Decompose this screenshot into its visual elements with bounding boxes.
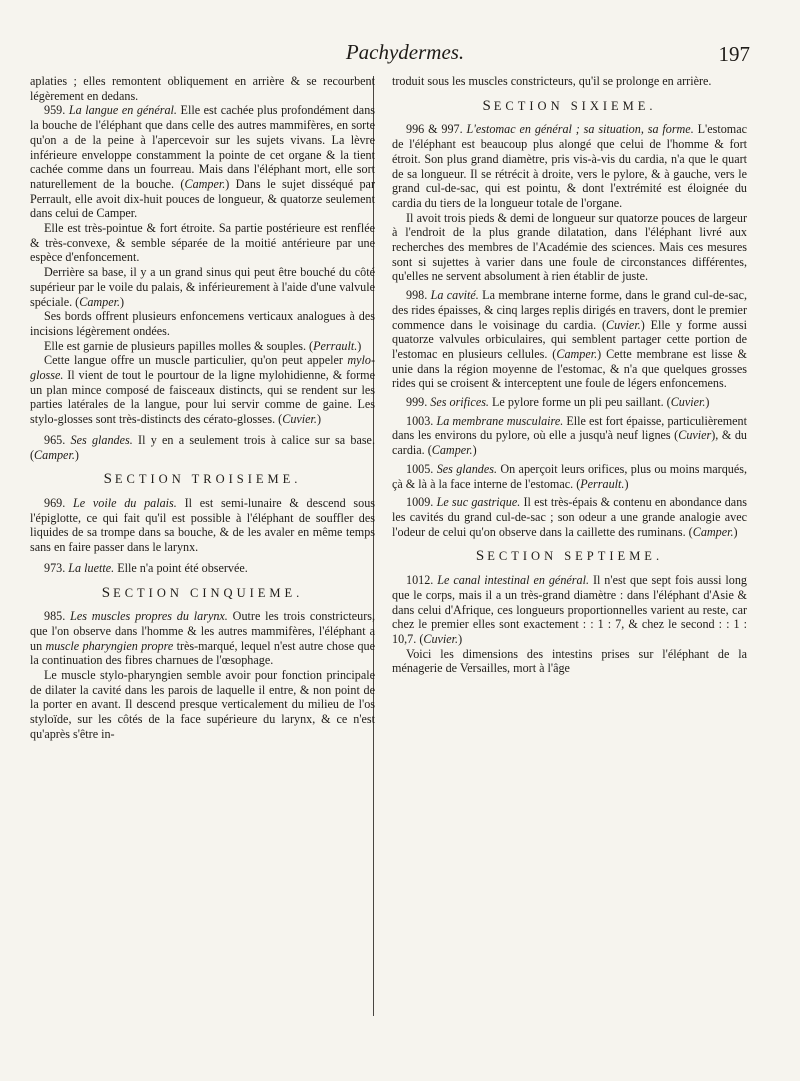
paragraph-1005 [392,462,747,491]
paragraph-heading: Le voile du palais. [73,495,177,510]
paragraph-text: Il est semi-lunaire & descend sous l'épiglotte, ce qui fait qu'il est possible à l'éléphant de souffler des liquides de sa trompe dans sa bouche, & de les avaler en même temps sans en faire passer dans le larynx. [30,495,375,555]
paragraph-heading: La langue en général. [68,103,177,118]
section-heading: SECTION CINQUIEME. [101,584,304,601]
paragraph-965 [30,433,375,462]
citation: Cuvier. [282,412,317,427]
citation: Perrault. [580,476,625,491]
paragraph-text: ) [458,631,463,646]
citation: Camper. [692,524,734,539]
paragraph-heading: La luette. [68,560,115,575]
paragraph-text: ) [624,476,629,491]
paragraph-text: ) Elle y forme aussi quatorze valvules orbiculaires, qui semblent partager cette portion de l'estomac en plusieurs cellules. ( [392,317,747,361]
paragraph-text: ) [120,294,125,309]
paragraph-number: 965. [44,432,66,447]
citation: Perrault. [313,338,358,353]
paragraph-heading: Le suc gastrique. [436,495,521,510]
paragraph-text: ) [316,412,322,427]
paragraph-text: Il est très-épais & contenu en abondance dans les cavités du grand cul-de-sac ; son odeur a une grande analogie avec l'odeur de celui qu'on observe dans la caillette des ruminans. ( [392,495,747,539]
paragraph-1009 [392,495,747,539]
paragraph-text: ) [705,395,710,410]
paragraph-text: très-marqué, lequel n'est autre chose que la continuation des fibres charnues de l'œsophage. [30,638,375,668]
paragraph-number: 999. [406,395,428,410]
paragraph-number: 996 & 997. [406,122,463,137]
paragraph-text: ) [74,447,79,462]
paragraph-heading: La membrane musculaire. [436,413,564,428]
paragraph-985 [30,609,375,668]
paragraph-number: 1003. [406,413,434,428]
paragraph-998 [392,288,747,391]
paragraph-1012 [392,573,747,647]
page-header [60,38,750,68]
paragraph-text: On aperçoit leurs orifices, plus ou moins marqués, çà & là à la face interne de l'estomac. ( [392,461,747,491]
paragraph-text: Derrière sa base, il y a un grand sinus qui peut être bouché du côté supérieur par le voile du palais, & inférieurement à l'aide d'une valvule spéciale. ( [30,265,375,309]
paragraph-text: Il n'est que sept fois aussi long que le corps, mais il a un très-grand diamètre : dans l'éléphant d'Asie & dans celui d'Afrique, ces longueurs proportionnelles varient au reste, car chez le premier elles sont exactement : : 1 : 7, & chez le second : : 1 : 10,7. ( [392,573,747,646]
left-column [30,74,375,742]
citation: Cuvier. [423,631,459,646]
paragraph: aplaties ; elles remontent obliquement en arrière & se recourbent légèrement en dedans. [30,74,375,103]
paragraph-number: 1009. [406,495,434,510]
paragraph-text: La membrane interne forme, dans le grand cul-de-sac, des rides épaisses, & cinq larges replis dirigés en travers, dont le premier commence dans le voisinage du cardia. ( [392,288,747,332]
section-heading: SECTION SEPTIEME. [475,548,664,565]
paragraph: Ses bords offrent plusieurs enfoncemens verticaux analogues à des incisions légèrement ondées. [30,309,375,338]
citation: Camper. [34,447,75,462]
paragraph-number: 1012. [406,573,434,588]
paragraph-text: Cette langue offre un muscle particulier, qu'on peut appeler [44,353,348,368]
paragraph-text: ) Dans le sujet disséqué par Perrault, elle avoit dix-huit pouces de longueur, & quatorze seulement dans celui de Camper. [30,176,375,221]
running-title: Pachydermes. [345,40,465,64]
paragraph-heading: Les muscles propres du larynx. [70,609,228,624]
paragraph-heading: Ses glandes. [436,461,498,476]
paragraph-text: Elle est fort épaisse, particulièrement dans les environs du pylore, où elle a jusqu'à neuf lignes ( [392,413,747,443]
paragraph [30,339,375,354]
paragraph [30,265,375,309]
citation: Camper. [431,443,473,458]
paragraph-text: ), & du cardia. ( [392,428,748,458]
citation: Camper. [79,294,121,309]
paragraph-text: L'estomac de l'éléphant est beaucoup plus alongé que celui de l'homme & fort étroit. Son plus grand diamètre, pris vis-à-vis du cardia, n'a que le quart de sa longueur. Il se rétrécit à droite, vers le pylore, & à gauche, vers le grand cul-de-sac, qui est pointu, & dont l'extrémité est éloignée du cardia du tiers de la longueur totale de l'organe. [392,122,747,210]
citation: Cuvier. [670,395,706,410]
paragraph-number: 973. [44,560,66,575]
paragraph-number: 959. [44,103,66,118]
paragraph-text: ) [472,443,477,458]
paragraph-heading: La cavité. [430,288,479,303]
paragraph: troduit sous les muscles constricteurs, qu'il se prolonge en arrière. [392,74,712,88]
paragraph-number: 998. [406,288,428,303]
citation: Cuvier. [606,317,641,332]
paragraph-969 [30,496,375,555]
paragraph-text: ) Cette membrane est lisse & unie dans la région moyenne de l'estomac, & n'a que quelques grosses rides qui se croisent & interceptent une foule de légers enfoncemens. [392,346,747,391]
paragraph-heading: L'estomac en général ; sa situation, sa forme. [466,122,694,137]
paragraph-text: Elle est cachée plus profondément dans la bouche de l'éléphant que dans celle des autres mammifères, en sorte qu'on a de la peine à l'apercevoir sur les sujets vivans. La lèvre inférieure enveloppe constamment la pointe de cet organe & la tient cachée comme dans un fourreau. Mais dans l'éléphant mort, elle sort naturellement de la bouche. ( [30,103,375,191]
term: muscle pharyngien propre [45,638,174,653]
paragraph: Il avoit trois pieds & demi de longueur sur quatorze pouces de largeur à l'endroit de la plus grande dilatation, dans l'éléphant livré aux recherches des membres de l'Académie des sciences. Mais ces mesures sont si sujettes à varier dans une foule de circonstances différentes, qu'elles ne servent absolument à rien établir de juste. [392,210,747,284]
paragraph: Elle est très-pointue & fort étroite. Sa partie postérieure est renflée & très-convexe, & semble séparée de la moitié antérieure par une espèce d'enfoncement. [30,221,375,265]
paragraph-999 [392,395,747,410]
paragraph-text: Elle est garnie de plusieurs papilles molles & souples. ( [44,338,314,353]
paragraph-text: Le pylore forme un pli peu saillant. ( [488,395,671,410]
paragraph-996 [392,122,747,210]
paragraph-heading: Le canal intestinal en général. [437,573,589,588]
paragraph: Voici les dimensions des intestins prises sur l'éléphant de la ménagerie de Versailles, mort à l'âge [392,646,747,676]
paragraph-heading: Ses glandes. [70,432,133,447]
paragraph [30,353,375,427]
paragraph-text: Elle n'a point été observée. [114,560,248,575]
paragraph: Le muscle stylo-pharyngien semble avoir pour fonction principale de dilater la cavité dans les parois de laquelle il entre, & non point de la porter en avant. Il descend presque verticalement du milieu de l'os styloïde, sur les côtés de la face supérieure du larynx, & ce n'est qu'après s'être in- [30,668,375,741]
paragraph-text: Il y en a seulement trois à calice sur sa base. ( [30,432,375,462]
paragraph-text: ) [357,338,362,353]
paragraph-number: 969. [44,495,66,510]
paragraph-959 [30,103,375,221]
citation: Camper. [184,176,226,191]
section-heading: SECTION TROISIEME. [103,471,302,488]
term: mylo-glosse. [30,353,375,383]
section-heading: SECTION SIXIEME. [482,97,657,114]
right-column [392,74,747,676]
page-number: 197 [718,42,750,66]
citation: Camper. [556,346,598,361]
paragraph-text: Outre les trois constricteurs, que l'on observe dans l'homme & les autres mammifères, l'éléphant a un [30,609,375,653]
paragraph-number: 985. [44,609,66,624]
paragraph-number: 1005. [406,461,434,476]
paragraph-1003 [392,414,747,458]
paragraph-973 [30,561,375,576]
citation: Cuvier [678,428,712,443]
paragraph-text: ) [733,524,738,539]
paragraph-text: Il vient de tout le pourtour de la ligne mylohidienne, & forme un plan mince composé de faisceaux distincts, qui se rendent sur les parties latérales de la langue, pour lui servir comme de gaine. Les stylo-glosses sont très-distincts des cérato-glosses. ( [30,368,375,427]
paragraph-heading: Ses orifices. [430,395,489,410]
